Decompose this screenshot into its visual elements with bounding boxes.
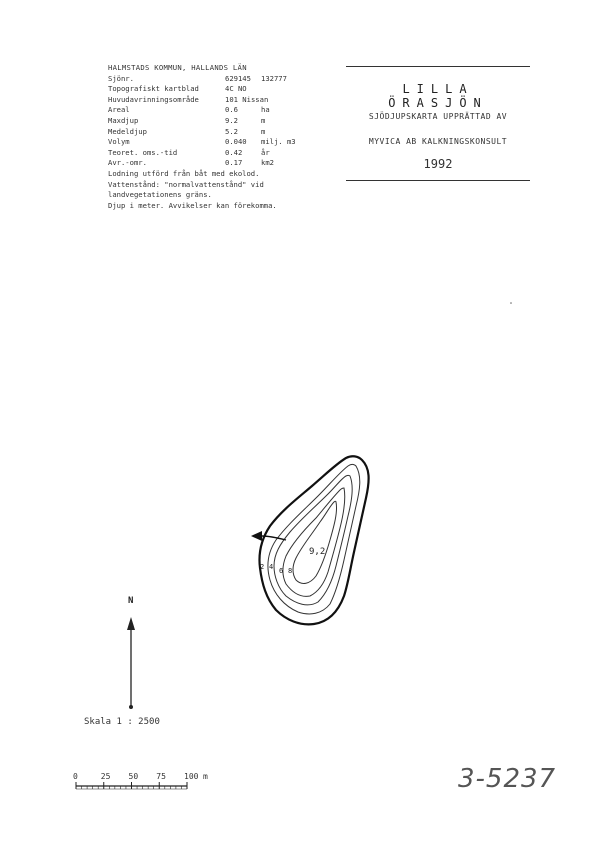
map-year: 1992 <box>423 157 453 171</box>
info-value: 629145 <box>225 73 251 83</box>
scale-ratio: Skala 1 : 2500 <box>84 717 160 727</box>
map-author-line-2: MYVICA AB KALKNINGSKONSULT <box>368 137 508 146</box>
info-unit: km2 <box>261 158 274 168</box>
info-unit: m <box>261 115 266 125</box>
survey-note: Djup i meter. Avvikelser kan förekomma. <box>108 200 277 210</box>
info-value: 0.17 <box>225 158 243 168</box>
info-value: 0.6 <box>225 105 238 115</box>
survey-note: landvegetationens gräns. <box>108 190 212 200</box>
info-unit: milj. m3 <box>261 137 296 147</box>
info-value: 0.42 <box>225 147 243 157</box>
scale-tick-label: 75 <box>156 772 166 781</box>
info-value: 5.2 <box>225 126 238 136</box>
info-label: Topografiskt kartblad <box>108 84 199 94</box>
scale-tick-label: 0 <box>73 772 78 781</box>
info-value: 101 Nissan <box>225 94 269 104</box>
scale-bar <box>76 782 187 789</box>
info-label: Volym <box>108 137 130 147</box>
info-unit: m <box>261 126 266 136</box>
inlet-arrowhead-icon <box>251 531 262 541</box>
info-label: Teoret. oms.-tid <box>108 147 178 157</box>
info-label: Huvudavrinningsområde <box>108 94 199 104</box>
info-value: 0.040 <box>225 137 247 147</box>
survey-note: Lodning utförd från båt med ekolod. <box>108 168 260 178</box>
info-value: 9.2 <box>225 115 238 125</box>
scale-tick-label: 100 <box>184 772 199 781</box>
info-label: Areal <box>108 105 130 115</box>
survey-note: Vattenstånd: "normalvattenstånd" vid <box>108 179 264 189</box>
contour-label: 6 <box>279 567 284 575</box>
contour-label: 2 <box>260 563 265 571</box>
max-depth-label: 9,2 <box>309 547 326 557</box>
map-author-line-1: SJÖDJUPSKARTA UPPRÄTTAD AV <box>368 112 508 121</box>
info-label: Maxdjup <box>108 115 139 125</box>
municipality-header: HALMSTADS KOMMUN, HALLANDS LÄN <box>108 63 247 72</box>
north-arrow-icon <box>127 617 135 630</box>
info-unit: 132777 <box>261 73 287 83</box>
map-dot <box>510 302 512 304</box>
scale-tick-label: 50 <box>128 772 139 781</box>
north-arrow-base <box>129 705 133 709</box>
info-unit: år <box>261 147 270 157</box>
scale-unit: m <box>203 772 208 781</box>
lake-title: LILLA ÖRASJÖN <box>388 82 488 110</box>
catalog-number: 3-5237 <box>458 764 557 794</box>
info-unit: ha <box>261 105 270 115</box>
contour-label: 8 <box>288 567 293 575</box>
contour-label: 4 <box>269 563 274 571</box>
info-value: 4C NO <box>225 84 247 94</box>
scale-tick-label: 25 <box>100 772 111 781</box>
inlet-line <box>262 536 286 540</box>
info-label: Sjönr. <box>108 73 134 83</box>
info-label: Medeldjup <box>108 126 147 136</box>
info-label: Avr.-omr. <box>108 158 147 168</box>
north-label: N <box>128 596 134 606</box>
